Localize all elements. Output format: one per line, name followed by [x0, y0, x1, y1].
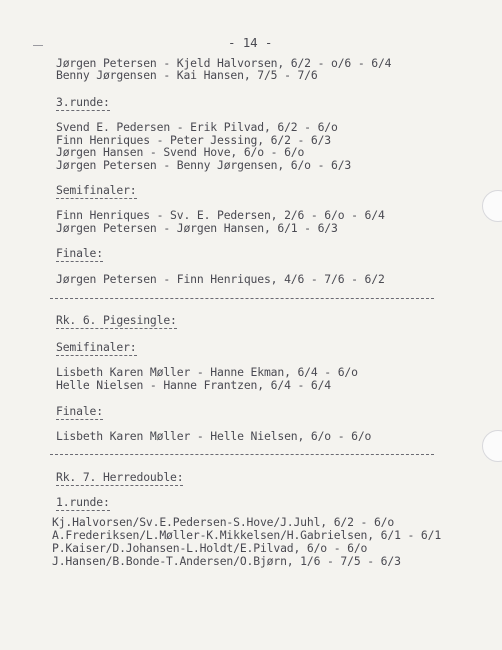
- section-heading: 1.runde:: [56, 495, 110, 509]
- result-line: Svend E. Pedersen - Erik Pilvad, 6/2 - 6/o: [56, 120, 338, 134]
- section-heading: Finale:: [56, 246, 103, 260]
- result-line: Jørgen Petersen - Kjeld Halvorsen, 6/2 - o/6 - 6/4: [56, 56, 392, 70]
- result-line: Jørgen Petersen - Finn Henriques, 4/6 - 7/6 - 6/2: [56, 272, 385, 286]
- result-line: A.Frederiksen/L.Møller-K.Mikkelsen/H.Gabrielsen, 6/1 - 6/1: [52, 528, 442, 542]
- separator-rule: [50, 454, 434, 455]
- punch-hole: [482, 190, 502, 222]
- result-line: Finn Henriques - Sv. E. Pedersen, 2/6 - 6/o - 6/4: [56, 208, 385, 222]
- separator-rule: [50, 298, 434, 299]
- section-heading: 3.runde:: [56, 95, 110, 109]
- result-line: Kj.Halvorsen/Sv.E.Pedersen-S.Hove/J.Juhl, 6/2 - 6/o: [52, 515, 395, 529]
- margin-mark: [33, 45, 43, 46]
- result-line: Benny Jørgensen - Kai Hansen, 7/5 - 7/6: [56, 68, 318, 82]
- result-line: Lisbeth Karen Møller - Hanne Ekman, 6/4 - 6/o: [56, 365, 358, 379]
- result-line: Jørgen Petersen - Jørgen Hansen, 6/1 - 6/3: [56, 221, 338, 235]
- section-heading: Semifinaler:: [56, 340, 137, 354]
- result-line: J.Hansen/B.Bonde-T.Andersen/O.Bjørn, 1/6 - 7/5 - 6/3: [52, 554, 401, 568]
- section-heading: Rk. 6. Pigesingle:: [56, 313, 177, 327]
- section-heading: Finale:: [56, 404, 103, 418]
- section-heading: Rk. 7. Herredouble:: [56, 470, 184, 484]
- result-line: Jørgen Petersen - Benny Jørgensen, 6/o - 6/3: [56, 158, 352, 172]
- punch-hole: [482, 430, 502, 462]
- result-line: Finn Henriques - Peter Jessing, 6/2 - 6/3: [56, 133, 332, 147]
- result-line: Jørgen Hansen - Svend Hove, 6/o - 6/o: [56, 145, 305, 159]
- page-number: - 14 -: [228, 35, 273, 50]
- result-line: P.Kaiser/D.Johansen-L.Holdt/E.Pilvad, 6/o - 6/o: [52, 541, 368, 555]
- result-line: Helle Nielsen - Hanne Frantzen, 6/4 - 6/4: [56, 378, 332, 392]
- section-heading: Semifinaler:: [56, 183, 137, 197]
- result-line: Lisbeth Karen Møller - Helle Nielsen, 6/o - 6/o: [56, 429, 372, 443]
